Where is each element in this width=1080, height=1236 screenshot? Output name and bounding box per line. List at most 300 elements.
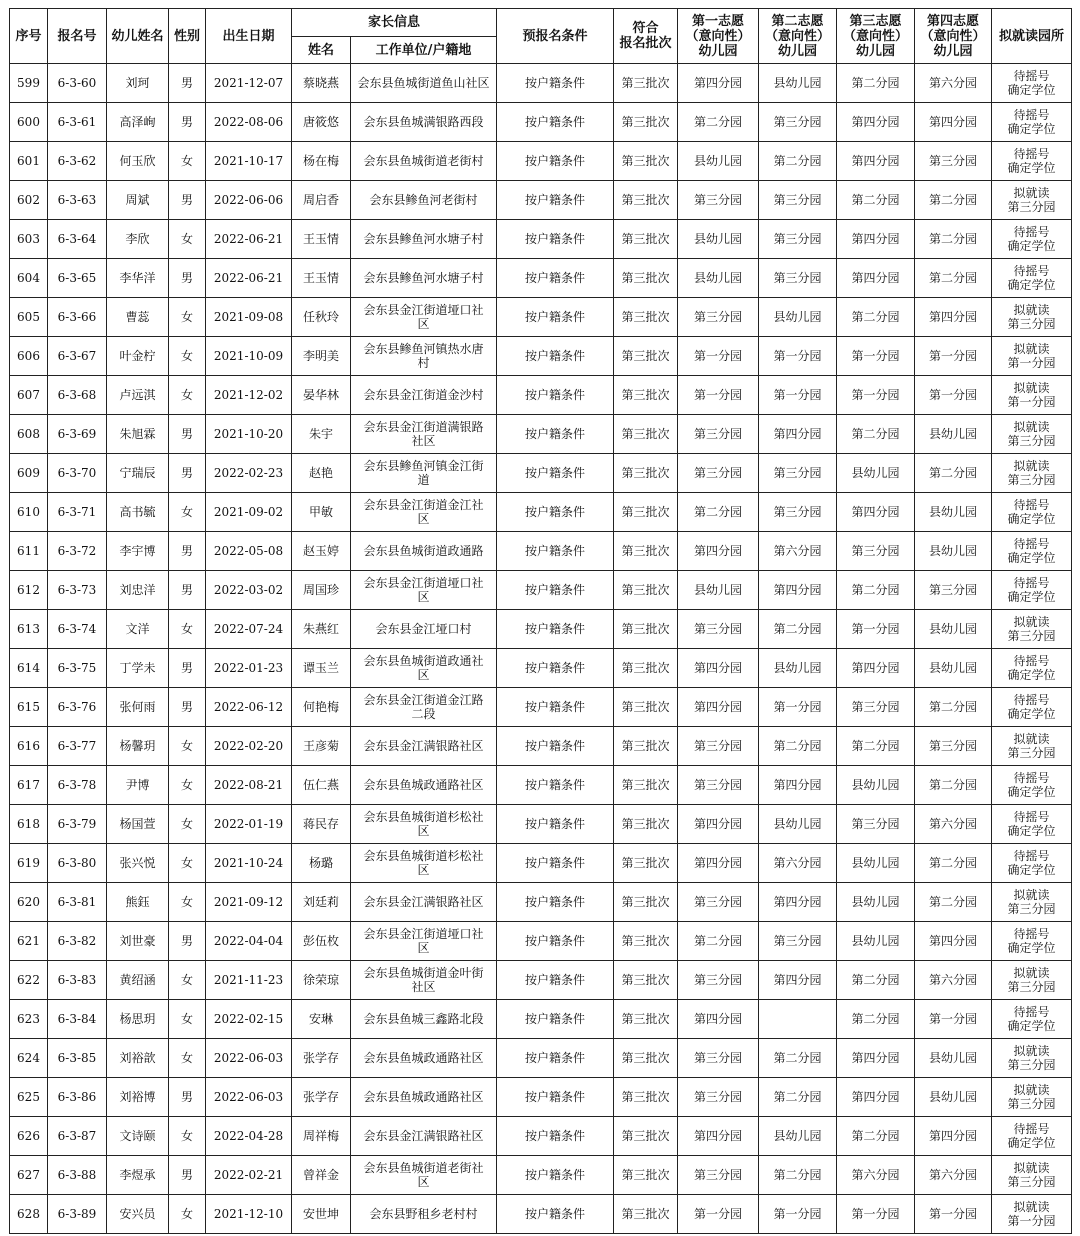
cell-condition: 按户籍条件	[497, 1117, 614, 1156]
cell-pref1: 第三分园	[678, 181, 759, 220]
cell-batch: 第三批次	[614, 259, 678, 298]
cell-child-name: 尹博	[107, 766, 169, 805]
cell-pref2: 第六分园	[759, 532, 837, 571]
header-condition: 预报名条件	[497, 9, 614, 64]
cell-batch: 第三批次	[614, 610, 678, 649]
header-pref1: 第一志愿 （意向性） 幼儿园	[678, 9, 759, 64]
cell-placement: 拟就读 第三分园	[992, 298, 1072, 337]
cell-gender: 男	[169, 1156, 206, 1195]
cell-batch: 第三批次	[614, 571, 678, 610]
cell-birth-date: 2022-03-02	[206, 571, 292, 610]
cell-condition: 按户籍条件	[497, 493, 614, 532]
table-row	[10, 610, 1072, 649]
cell-batch: 第三批次	[614, 727, 678, 766]
cell-gender: 女	[169, 298, 206, 337]
cell-child-name: 朱旭霖	[107, 415, 169, 454]
cell-seq: 605	[10, 298, 48, 337]
cell-seq: 621	[10, 922, 48, 961]
cell-seq: 603	[10, 220, 48, 259]
cell-pref1: 第三分园	[678, 610, 759, 649]
cell-birth-date: 2021-11-23	[206, 961, 292, 1000]
cell-parent-name: 伍仁燕	[292, 766, 351, 805]
cell-seq: 628	[10, 1195, 48, 1234]
table-row	[10, 805, 1072, 844]
table-row	[10, 1156, 1072, 1195]
cell-birth-date: 2021-09-08	[206, 298, 292, 337]
cell-pref3: 县幼儿园	[837, 454, 915, 493]
cell-batch: 第三批次	[614, 961, 678, 1000]
cell-pref4: 县幼儿园	[915, 415, 992, 454]
cell-gender: 女	[169, 961, 206, 1000]
cell-gender: 男	[169, 454, 206, 493]
cell-birth-date: 2022-06-03	[206, 1039, 292, 1078]
cell-pref2: 第三分园	[759, 220, 837, 259]
cell-gender: 女	[169, 727, 206, 766]
cell-birth-date: 2022-07-24	[206, 610, 292, 649]
cell-seq: 614	[10, 649, 48, 688]
cell-pref1: 第三分园	[678, 1078, 759, 1117]
cell-condition: 按户籍条件	[497, 103, 614, 142]
cell-parent-unit: 会东县鱼城街道杉松社 区	[351, 805, 497, 844]
cell-pref1: 第三分园	[678, 883, 759, 922]
cell-birth-date: 2021-10-20	[206, 415, 292, 454]
cell-parent-name: 曾祥金	[292, 1156, 351, 1195]
cell-pref2: 第三分园	[759, 493, 837, 532]
cell-parent-name: 甲敏	[292, 493, 351, 532]
cell-child-name: 丁学未	[107, 649, 169, 688]
cell-gender: 女	[169, 1117, 206, 1156]
cell-seq: 616	[10, 727, 48, 766]
cell-placement: 拟就读 第一分园	[992, 337, 1072, 376]
cell-pref3: 第四分园	[837, 1039, 915, 1078]
cell-pref2: 第一分园	[759, 376, 837, 415]
table-row	[10, 922, 1072, 961]
table-row	[10, 64, 1072, 103]
cell-gender: 女	[169, 610, 206, 649]
cell-reg-no: 6-3-77	[48, 727, 107, 766]
cell-pref3: 县幼儿园	[837, 844, 915, 883]
cell-pref4: 第三分园	[915, 142, 992, 181]
header-pref4: 第四志愿 （意向性） 幼儿园	[915, 9, 992, 64]
table-row	[10, 961, 1072, 1000]
cell-pref3: 第二分园	[837, 961, 915, 1000]
cell-batch: 第三批次	[614, 64, 678, 103]
cell-parent-unit: 会东县鱼城街道老街社 区	[351, 1156, 497, 1195]
cell-placement: 拟就读 第一分园	[992, 376, 1072, 415]
cell-child-name: 杨国萱	[107, 805, 169, 844]
cell-condition: 按户籍条件	[497, 610, 614, 649]
cell-birth-date: 2022-04-28	[206, 1117, 292, 1156]
cell-birth-date: 2022-02-20	[206, 727, 292, 766]
cell-gender: 男	[169, 64, 206, 103]
cell-seq: 626	[10, 1117, 48, 1156]
cell-batch: 第三批次	[614, 103, 678, 142]
cell-pref3: 第四分园	[837, 649, 915, 688]
cell-parent-name: 王彦菊	[292, 727, 351, 766]
cell-batch: 第三批次	[614, 337, 678, 376]
cell-pref1: 县幼儿园	[678, 571, 759, 610]
cell-gender: 男	[169, 649, 206, 688]
cell-birth-date: 2022-06-06	[206, 181, 292, 220]
cell-birth-date: 2022-06-21	[206, 220, 292, 259]
cell-reg-no: 6-3-86	[48, 1078, 107, 1117]
cell-batch: 第三批次	[614, 1156, 678, 1195]
table-row	[10, 337, 1072, 376]
cell-pref3: 第二分园	[837, 415, 915, 454]
cell-birth-date: 2022-08-06	[206, 103, 292, 142]
cell-placement: 待摇号 确定学位	[992, 922, 1072, 961]
cell-pref2: 第四分园	[759, 766, 837, 805]
cell-parent-name: 王玉情	[292, 259, 351, 298]
cell-gender: 女	[169, 766, 206, 805]
cell-parent-unit: 会东县鱼城街道政通社 区	[351, 649, 497, 688]
cell-child-name: 黄绍涵	[107, 961, 169, 1000]
cell-pref2: 第二分园	[759, 1039, 837, 1078]
cell-child-name: 刘裕歆	[107, 1039, 169, 1078]
cell-parent-unit: 会东县金江满银路社区	[351, 883, 497, 922]
cell-placement: 拟就读 第一分园	[992, 1195, 1072, 1234]
cell-parent-name: 谭玉兰	[292, 649, 351, 688]
cell-condition: 按户籍条件	[497, 415, 614, 454]
cell-placement: 待摇号 确定学位	[992, 649, 1072, 688]
cell-reg-no: 6-3-80	[48, 844, 107, 883]
cell-pref1: 第二分园	[678, 103, 759, 142]
cell-seq: 612	[10, 571, 48, 610]
cell-pref3: 第二分园	[837, 181, 915, 220]
cell-parent-unit: 会东县金江垭口村	[351, 610, 497, 649]
cell-gender: 男	[169, 922, 206, 961]
cell-parent-unit: 会东县鱼城三鑫路北段	[351, 1000, 497, 1039]
cell-parent-name: 何艳梅	[292, 688, 351, 727]
cell-seq: 604	[10, 259, 48, 298]
cell-parent-unit: 会东县鲹鱼河镇金江街 道	[351, 454, 497, 493]
cell-pref1: 第三分园	[678, 415, 759, 454]
cell-condition: 按户籍条件	[497, 1156, 614, 1195]
cell-placement: 待摇号 确定学位	[992, 766, 1072, 805]
cell-reg-no: 6-3-68	[48, 376, 107, 415]
cell-parent-unit: 会东县金江街道垭口社 区	[351, 922, 497, 961]
cell-reg-no: 6-3-60	[48, 64, 107, 103]
cell-parent-name: 周祥梅	[292, 1117, 351, 1156]
table-row	[10, 844, 1072, 883]
cell-seq: 600	[10, 103, 48, 142]
cell-gender: 女	[169, 1039, 206, 1078]
table-row	[10, 103, 1072, 142]
cell-placement: 拟就读 第三分园	[992, 961, 1072, 1000]
cell-birth-date: 2022-06-21	[206, 259, 292, 298]
cell-condition: 按户籍条件	[497, 298, 614, 337]
cell-placement: 拟就读 第三分园	[992, 415, 1072, 454]
cell-condition: 按户籍条件	[497, 64, 614, 103]
cell-pref4: 第四分园	[915, 103, 992, 142]
cell-parent-name: 徐荣琼	[292, 961, 351, 1000]
cell-gender: 女	[169, 493, 206, 532]
cell-seq: 610	[10, 493, 48, 532]
cell-condition: 按户籍条件	[497, 883, 614, 922]
cell-parent-unit: 会东县金江街道垭口社 区	[351, 298, 497, 337]
cell-reg-no: 6-3-69	[48, 415, 107, 454]
cell-reg-no: 6-3-78	[48, 766, 107, 805]
cell-batch: 第三批次	[614, 1078, 678, 1117]
cell-reg-no: 6-3-61	[48, 103, 107, 142]
cell-placement: 待摇号 确定学位	[992, 1117, 1072, 1156]
cell-batch: 第三批次	[614, 688, 678, 727]
cell-child-name: 文洋	[107, 610, 169, 649]
cell-pref1: 第四分园	[678, 64, 759, 103]
cell-child-name: 何玉欣	[107, 142, 169, 181]
cell-child-name: 刘世豪	[107, 922, 169, 961]
cell-seq: 620	[10, 883, 48, 922]
cell-parent-unit: 会东县鲹鱼河镇热水唐 村	[351, 337, 497, 376]
cell-seq: 606	[10, 337, 48, 376]
cell-pref3: 第四分园	[837, 142, 915, 181]
cell-pref3: 第二分园	[837, 571, 915, 610]
cell-reg-no: 6-3-74	[48, 610, 107, 649]
cell-pref1: 县幼儿园	[678, 220, 759, 259]
cell-birth-date: 2022-04-04	[206, 922, 292, 961]
cell-placement: 拟就读 第三分园	[992, 181, 1072, 220]
cell-pref3: 第二分园	[837, 298, 915, 337]
cell-pref4: 第二分园	[915, 844, 992, 883]
cell-pref1: 第三分园	[678, 961, 759, 1000]
cell-birth-date: 2021-12-07	[206, 64, 292, 103]
cell-condition: 按户籍条件	[497, 1195, 614, 1234]
header-row	[10, 9, 1072, 37]
cell-parent-name: 朱燕红	[292, 610, 351, 649]
cell-seq: 617	[10, 766, 48, 805]
cell-gender: 男	[169, 181, 206, 220]
cell-birth-date: 2022-01-23	[206, 649, 292, 688]
cell-seq: 627	[10, 1156, 48, 1195]
header-pref3: 第三志愿 （意向性） 幼儿园	[837, 9, 915, 64]
cell-placement: 待摇号 确定学位	[992, 259, 1072, 298]
cell-reg-no: 6-3-67	[48, 337, 107, 376]
cell-condition: 按户籍条件	[497, 766, 614, 805]
cell-pref3: 第二分园	[837, 1117, 915, 1156]
cell-child-name: 叶金柠	[107, 337, 169, 376]
cell-placement: 待摇号 确定学位	[992, 493, 1072, 532]
cell-child-name: 李欣	[107, 220, 169, 259]
cell-placement: 拟就读 第三分园	[992, 1156, 1072, 1195]
cell-child-name: 李宇博	[107, 532, 169, 571]
enrollment-sheet	[9, 8, 1071, 1234]
cell-reg-no: 6-3-76	[48, 688, 107, 727]
cell-pref1: 第三分园	[678, 766, 759, 805]
cell-pref4: 第六分园	[915, 64, 992, 103]
cell-pref1: 第四分园	[678, 649, 759, 688]
cell-parent-unit: 会东县鲹鱼河老街村	[351, 181, 497, 220]
cell-batch: 第三批次	[614, 1000, 678, 1039]
cell-gender: 女	[169, 142, 206, 181]
cell-pref3: 第一分园	[837, 610, 915, 649]
cell-pref2: 第四分园	[759, 571, 837, 610]
table-row	[10, 259, 1072, 298]
cell-batch: 第三批次	[614, 766, 678, 805]
cell-pref4: 第二分园	[915, 259, 992, 298]
cell-birth-date: 2022-01-19	[206, 805, 292, 844]
table-row	[10, 727, 1072, 766]
cell-parent-unit: 会东县野租乡老村村	[351, 1195, 497, 1234]
cell-placement: 待摇号 确定学位	[992, 103, 1072, 142]
cell-child-name: 卢远淇	[107, 376, 169, 415]
cell-gender: 男	[169, 571, 206, 610]
cell-birth-date: 2021-12-10	[206, 1195, 292, 1234]
cell-reg-no: 6-3-75	[48, 649, 107, 688]
cell-pref1: 第四分园	[678, 688, 759, 727]
cell-condition: 按户籍条件	[497, 376, 614, 415]
cell-placement: 待摇号 确定学位	[992, 142, 1072, 181]
cell-reg-no: 6-3-62	[48, 142, 107, 181]
cell-pref1: 第三分园	[678, 1156, 759, 1195]
cell-pref1: 第四分园	[678, 844, 759, 883]
cell-reg-no: 6-3-87	[48, 1117, 107, 1156]
table-row	[10, 883, 1072, 922]
cell-parent-name: 彭伍枚	[292, 922, 351, 961]
cell-pref4: 第二分园	[915, 181, 992, 220]
cell-pref1: 第三分园	[678, 1039, 759, 1078]
cell-placement: 待摇号 确定学位	[992, 571, 1072, 610]
table-row	[10, 142, 1072, 181]
cell-child-name: 李煜承	[107, 1156, 169, 1195]
cell-pref2: 第二分园	[759, 727, 837, 766]
cell-placement: 拟就读 第三分园	[992, 454, 1072, 493]
table-row	[10, 1039, 1072, 1078]
cell-pref4: 县幼儿园	[915, 532, 992, 571]
cell-birth-date: 2021-10-24	[206, 844, 292, 883]
cell-gender: 女	[169, 1000, 206, 1039]
cell-condition: 按户籍条件	[497, 337, 614, 376]
cell-seq: 607	[10, 376, 48, 415]
cell-seq: 609	[10, 454, 48, 493]
cell-child-name: 刘忠洋	[107, 571, 169, 610]
cell-pref2	[759, 1000, 837, 1039]
cell-pref2: 第六分园	[759, 844, 837, 883]
cell-pref2: 第二分园	[759, 142, 837, 181]
cell-condition: 按户籍条件	[497, 727, 614, 766]
cell-seq: 599	[10, 64, 48, 103]
cell-pref2: 第四分园	[759, 961, 837, 1000]
cell-gender: 女	[169, 376, 206, 415]
cell-batch: 第三批次	[614, 298, 678, 337]
cell-pref4: 第二分园	[915, 766, 992, 805]
table-row	[10, 571, 1072, 610]
cell-pref4: 县幼儿园	[915, 493, 992, 532]
cell-reg-no: 6-3-81	[48, 883, 107, 922]
cell-batch: 第三批次	[614, 415, 678, 454]
cell-child-name: 熊鈺	[107, 883, 169, 922]
cell-seq: 602	[10, 181, 48, 220]
cell-parent-name: 唐筱悠	[292, 103, 351, 142]
table-row	[10, 298, 1072, 337]
cell-parent-unit: 会东县金江街道满银路 社区	[351, 415, 497, 454]
cell-child-name: 高书毓	[107, 493, 169, 532]
cell-child-name: 安兴员	[107, 1195, 169, 1234]
cell-parent-unit: 会东县鱼城街道杉松社 区	[351, 844, 497, 883]
cell-pref3: 第一分园	[837, 376, 915, 415]
table-row	[10, 220, 1072, 259]
cell-pref3: 县幼儿园	[837, 766, 915, 805]
cell-pref4: 第一分园	[915, 376, 992, 415]
cell-condition: 按户籍条件	[497, 649, 614, 688]
cell-parent-unit: 会东县鱼城街道政通路	[351, 532, 497, 571]
cell-birth-date: 2022-05-08	[206, 532, 292, 571]
cell-gender: 男	[169, 259, 206, 298]
cell-pref4: 第四分园	[915, 922, 992, 961]
cell-reg-no: 6-3-89	[48, 1195, 107, 1234]
cell-pref4: 第四分园	[915, 1117, 992, 1156]
cell-placement: 拟就读 第三分园	[992, 610, 1072, 649]
cell-placement: 待摇号 确定学位	[992, 532, 1072, 571]
cell-pref2: 第二分园	[759, 1156, 837, 1195]
cell-batch: 第三批次	[614, 1039, 678, 1078]
table-row	[10, 649, 1072, 688]
cell-reg-no: 6-3-72	[48, 532, 107, 571]
cell-pref1: 第二分园	[678, 922, 759, 961]
cell-pref2: 第四分园	[759, 415, 837, 454]
cell-condition: 按户籍条件	[497, 142, 614, 181]
table-row	[10, 1078, 1072, 1117]
cell-seq: 624	[10, 1039, 48, 1078]
cell-condition: 按户籍条件	[497, 571, 614, 610]
cell-pref3: 第四分园	[837, 220, 915, 259]
cell-pref2: 县幼儿园	[759, 1117, 837, 1156]
table-row	[10, 1195, 1072, 1234]
cell-parent-unit: 会东县鱼城满银路西段	[351, 103, 497, 142]
cell-pref2: 第三分园	[759, 181, 837, 220]
cell-child-name: 杨思玥	[107, 1000, 169, 1039]
cell-batch: 第三批次	[614, 1195, 678, 1234]
cell-condition: 按户籍条件	[497, 220, 614, 259]
cell-pref4: 第二分园	[915, 220, 992, 259]
cell-reg-no: 6-3-73	[48, 571, 107, 610]
enrollment-table	[9, 8, 1072, 1234]
cell-seq: 611	[10, 532, 48, 571]
header-parent-unit: 工作单位/户籍地	[351, 37, 497, 64]
cell-pref4: 县幼儿园	[915, 1039, 992, 1078]
cell-child-name: 杨馨玥	[107, 727, 169, 766]
cell-pref4: 第四分园	[915, 298, 992, 337]
table-row	[10, 532, 1072, 571]
cell-gender: 女	[169, 805, 206, 844]
cell-pref4: 第一分园	[915, 1000, 992, 1039]
cell-gender: 女	[169, 220, 206, 259]
cell-parent-name: 李明美	[292, 337, 351, 376]
cell-parent-name: 朱宇	[292, 415, 351, 454]
cell-pref2: 第二分园	[759, 610, 837, 649]
cell-batch: 第三批次	[614, 805, 678, 844]
cell-batch: 第三批次	[614, 493, 678, 532]
cell-child-name: 刘裕博	[107, 1078, 169, 1117]
cell-birth-date: 2022-06-03	[206, 1078, 292, 1117]
cell-pref4: 第一分园	[915, 1195, 992, 1234]
cell-parent-unit: 会东县金江街道金江路 二段	[351, 688, 497, 727]
table-row	[10, 181, 1072, 220]
cell-parent-unit: 会东县金江街道金沙村	[351, 376, 497, 415]
cell-batch: 第三批次	[614, 922, 678, 961]
cell-parent-unit: 会东县鲹鱼河水塘子村	[351, 220, 497, 259]
cell-birth-date: 2021-10-17	[206, 142, 292, 181]
header-child-name: 幼儿姓名	[107, 9, 169, 64]
header-placement: 拟就读园所	[992, 9, 1072, 64]
cell-birth-date: 2021-09-02	[206, 493, 292, 532]
cell-batch: 第三批次	[614, 649, 678, 688]
cell-pref2: 第一分园	[759, 688, 837, 727]
cell-placement: 拟就读 第三分园	[992, 1039, 1072, 1078]
cell-pref1: 第四分园	[678, 805, 759, 844]
cell-child-name: 高泽峋	[107, 103, 169, 142]
table-row	[10, 766, 1072, 805]
cell-pref2: 第三分园	[759, 259, 837, 298]
